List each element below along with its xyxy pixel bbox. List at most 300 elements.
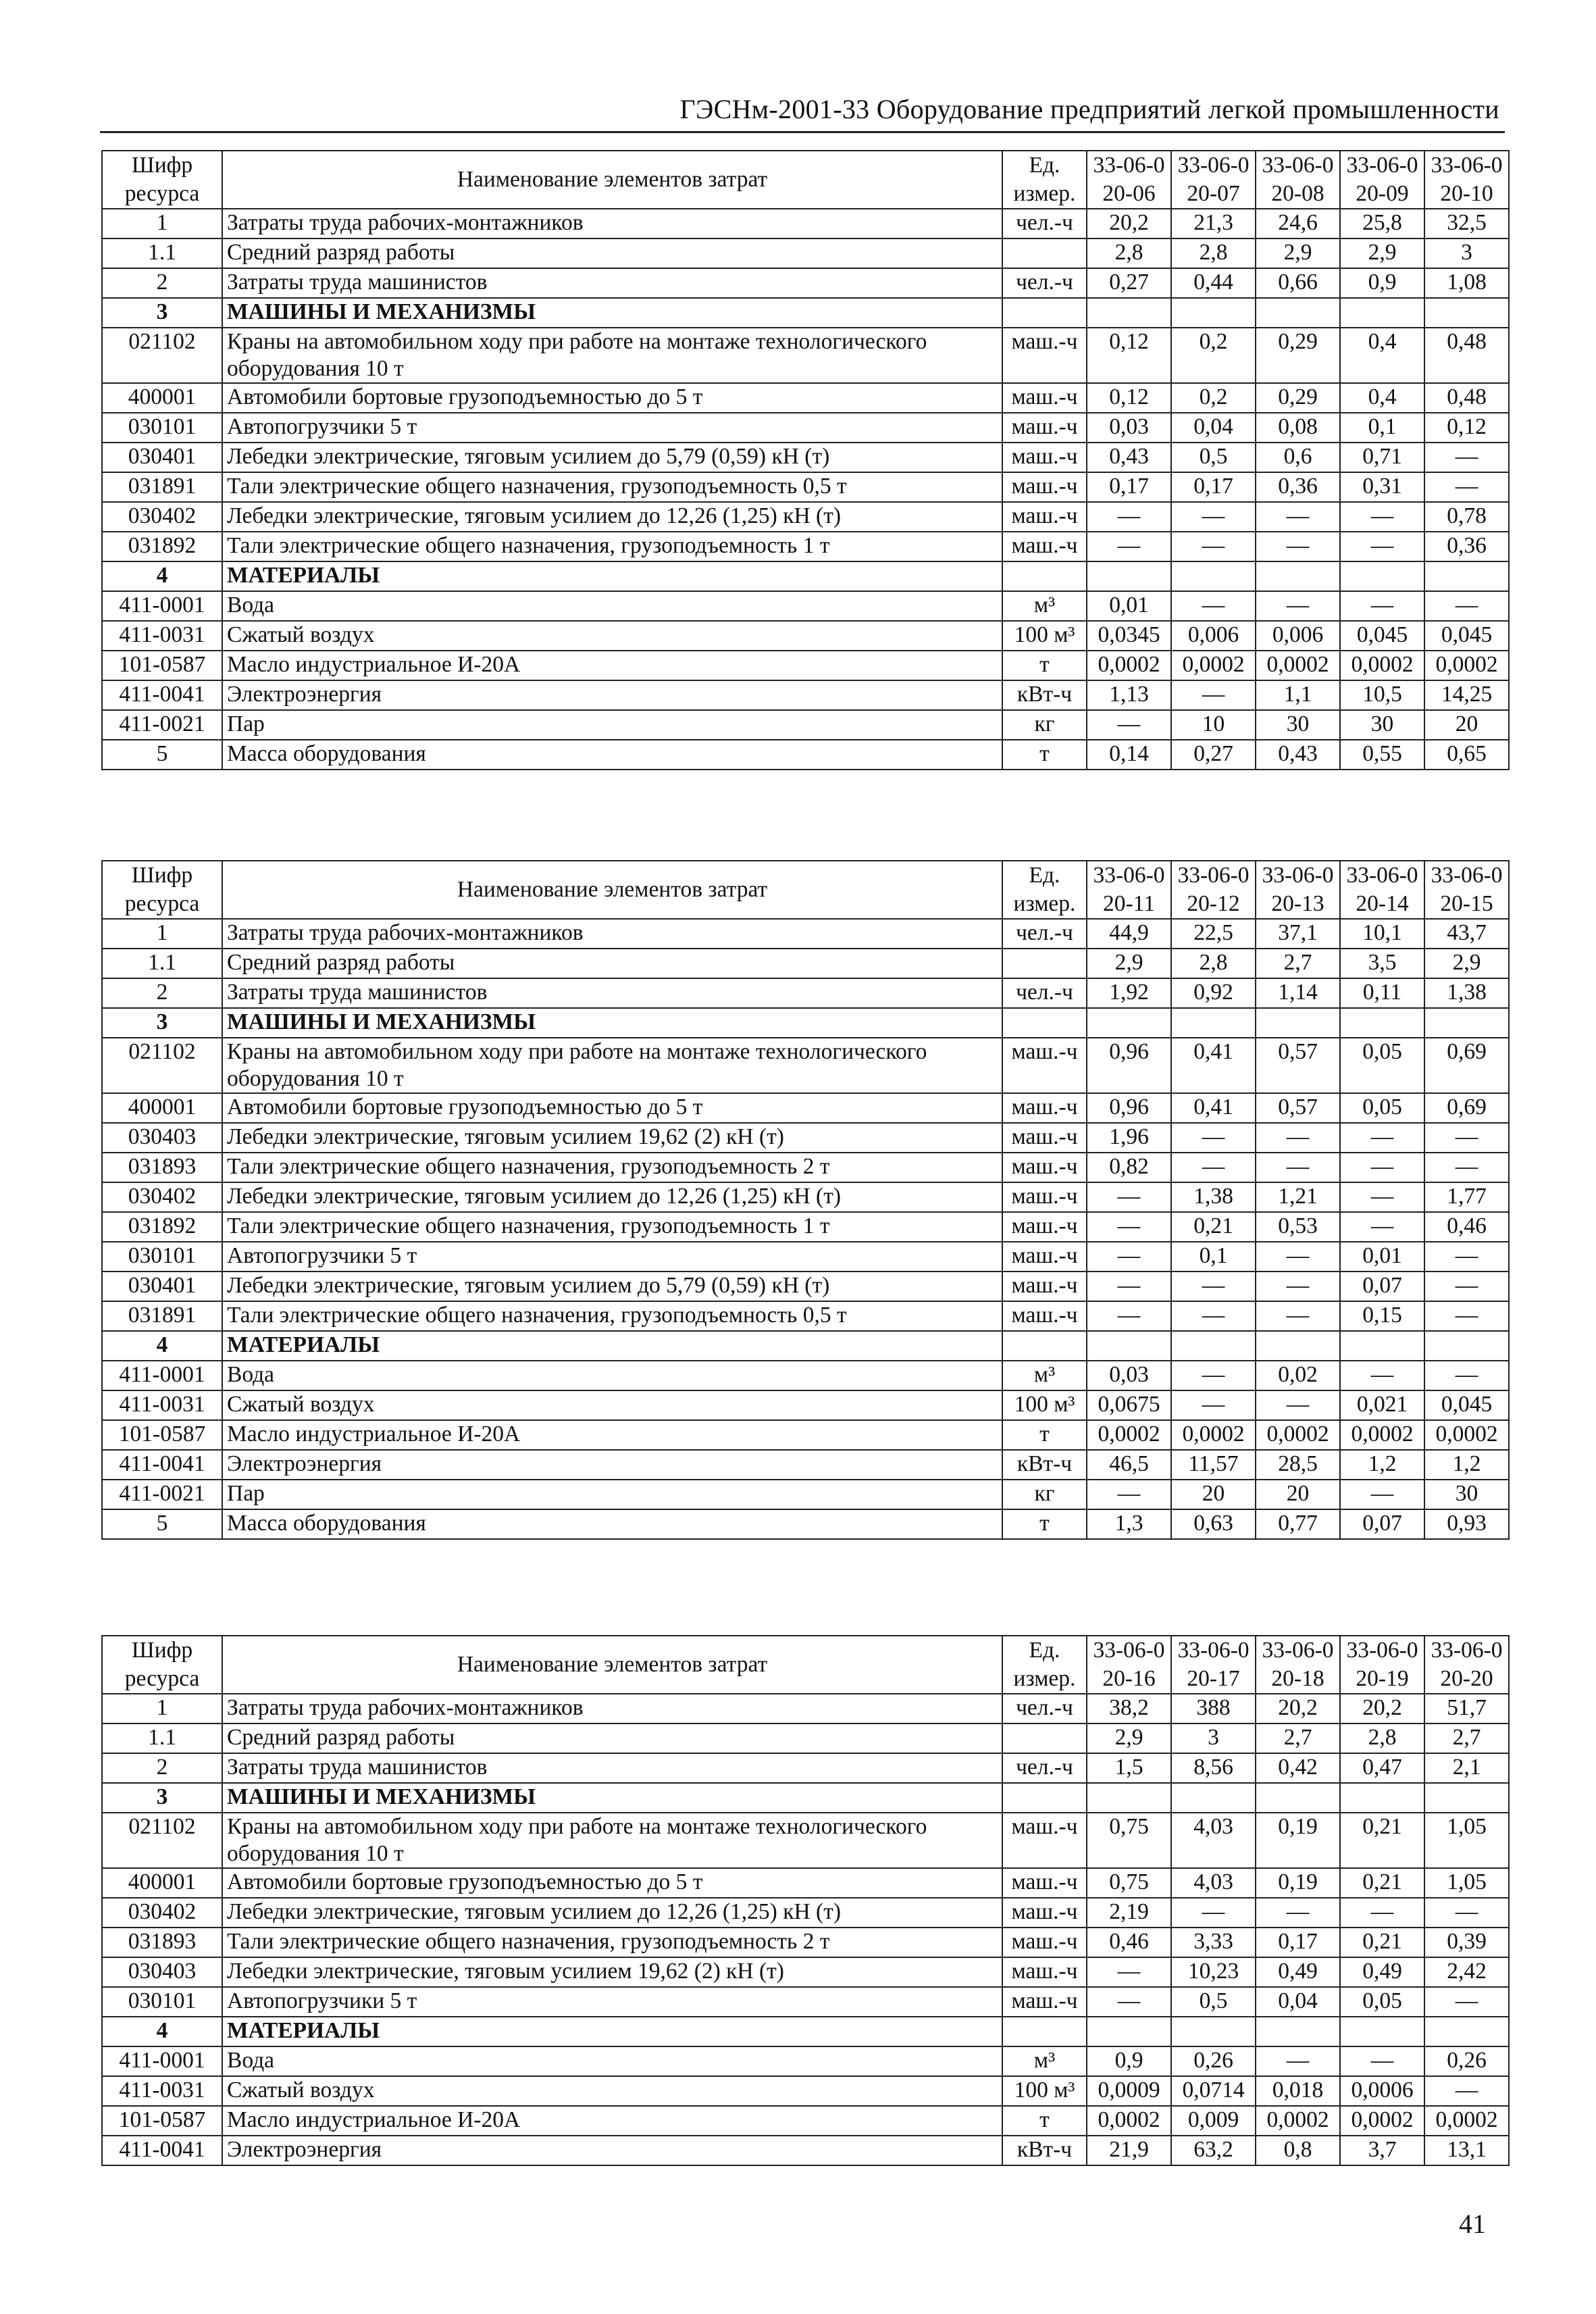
value-cell: [1340, 2017, 1424, 2046]
value-cell: 44,9: [1087, 919, 1171, 949]
unit-cell: маш.-ч: [1002, 1242, 1087, 1272]
cost-element-name: Масло индустриальное И-20А: [222, 651, 1002, 680]
value-cell: 0,57: [1256, 1038, 1340, 1093]
value-cell: [1424, 1008, 1509, 1038]
resource-code: 030403: [102, 1957, 222, 1987]
table-row: [102, 1509, 1509, 1539]
resource-code: 5: [102, 740, 222, 770]
value-cell: 0,05: [1340, 1987, 1424, 2017]
value-cell: 0,07: [1340, 1509, 1424, 1539]
value-cell: 0,82: [1087, 1153, 1171, 1182]
table-row: [102, 2017, 1509, 2046]
value-cell: 0,66: [1256, 268, 1340, 298]
unit-cell: маш.-ч: [1002, 1928, 1087, 1957]
header-name: Наименование элементов затрат: [222, 1636, 1002, 1694]
cost-element-name: Масса оборудования: [222, 1509, 1002, 1539]
cost-element-name: Автомобили бортовые грузоподъемностью до 5 т: [222, 383, 1002, 413]
value-cell: —: [1171, 1153, 1256, 1182]
value-cell: 51,7: [1424, 1694, 1509, 1724]
value-cell: —: [1087, 1480, 1171, 1509]
value-cell: —: [1171, 1123, 1256, 1153]
value-cell: 0,07: [1340, 1272, 1424, 1301]
value-cell: 3,5: [1340, 949, 1424, 978]
cost-element-name: Сжатый воздух: [222, 621, 1002, 651]
unit-cell: маш.-ч: [1002, 502, 1087, 532]
value-cell: [1256, 1783, 1340, 1813]
unit-cell: маш.-ч: [1002, 1182, 1087, 1212]
value-cell: 0,93: [1424, 1509, 1509, 1539]
resource-code: 411-0041: [102, 1450, 222, 1480]
unit-cell: маш.-ч: [1002, 413, 1087, 443]
value-cell: 0,04: [1171, 413, 1256, 443]
table-row: [102, 1123, 1509, 1153]
unit-cell: маш.-ч: [1002, 1212, 1087, 1242]
value-cell: 0,0675: [1087, 1390, 1171, 1420]
resource-code: 411-0031: [102, 1390, 222, 1420]
value-cell: —: [1424, 1987, 1509, 2017]
value-cell: 0,14: [1087, 740, 1171, 770]
value-cell: —: [1171, 680, 1256, 710]
value-cell: —: [1256, 591, 1340, 621]
value-cell: 0,1: [1340, 413, 1424, 443]
unit-cell: [1002, 1783, 1087, 1813]
unit-cell: т: [1002, 1420, 1087, 1450]
value-cell: 28,5: [1256, 1450, 1340, 1480]
resource-code: 030101: [102, 1242, 222, 1272]
table-row: [102, 1153, 1509, 1182]
value-cell: 0,8: [1256, 2136, 1340, 2165]
value-cell: 0,57: [1256, 1093, 1340, 1123]
value-cell: [1087, 1008, 1171, 1038]
header-rate-code: 33-06-020-10: [1424, 151, 1509, 209]
value-cell: 0,41: [1171, 1093, 1256, 1123]
value-cell: 0,29: [1256, 383, 1340, 413]
value-cell: 0,006: [1256, 621, 1340, 651]
value-cell: —: [1256, 1242, 1340, 1272]
value-cell: 0,0002: [1256, 2106, 1340, 2136]
value-cell: 0,36: [1256, 472, 1340, 502]
value-cell: 2,8: [1340, 1724, 1424, 1753]
table-row: [102, 949, 1509, 978]
value-cell: 0,01: [1087, 591, 1171, 621]
resource-code: 021102: [102, 1038, 222, 1093]
resource-code: 4: [102, 2017, 222, 2046]
header-rate-code: 33-06-020-07: [1171, 151, 1256, 209]
value-cell: 3: [1424, 238, 1509, 268]
unit-cell: м³: [1002, 1361, 1087, 1390]
table-row: [102, 1420, 1509, 1450]
value-cell: —: [1424, 1898, 1509, 1928]
value-cell: 1,13: [1087, 680, 1171, 710]
value-cell: [1171, 2017, 1256, 2046]
unit-cell: т: [1002, 1509, 1087, 1539]
value-cell: [1087, 1331, 1171, 1361]
value-cell: —: [1087, 502, 1171, 532]
value-cell: [1087, 298, 1171, 328]
value-cell: 20,2: [1256, 1694, 1340, 1724]
cost-element-name: Тали электрические общего назначения, грузоподъемность 0,5 т: [222, 472, 1002, 502]
resource-code: 030401: [102, 443, 222, 472]
value-cell: 0,045: [1424, 1390, 1509, 1420]
value-cell: —: [1256, 532, 1340, 561]
unit-cell: маш.-ч: [1002, 1153, 1087, 1182]
unit-cell: 100 м³: [1002, 621, 1087, 651]
value-cell: —: [1087, 1182, 1171, 1212]
value-cell: 0,0002: [1424, 2106, 1509, 2136]
resource-code: 4: [102, 1331, 222, 1361]
resource-code: 400001: [102, 1093, 222, 1123]
value-cell: 0,0006: [1340, 2076, 1424, 2106]
value-cell: [1256, 1008, 1340, 1038]
resource-code: 2: [102, 268, 222, 298]
cost-element-name: Сжатый воздух: [222, 2076, 1002, 2106]
value-cell: —: [1256, 502, 1340, 532]
value-cell: [1171, 561, 1256, 591]
unit-cell: чел.-ч: [1002, 1694, 1087, 1724]
value-cell: —: [1171, 1361, 1256, 1390]
value-cell: 0,5: [1171, 443, 1256, 472]
header-unit: Ед. измер.: [1002, 861, 1087, 919]
value-cell: [1424, 298, 1509, 328]
table-row: [102, 561, 1509, 591]
value-cell: —: [1087, 1272, 1171, 1301]
value-cell: [1340, 298, 1424, 328]
value-cell: 20: [1424, 710, 1509, 740]
unit-cell: [1002, 561, 1087, 591]
value-cell: [1171, 1331, 1256, 1361]
value-cell: 20: [1256, 1480, 1340, 1509]
cost-element-name: Сжатый воздух: [222, 1390, 1002, 1420]
value-cell: 2,8: [1087, 238, 1171, 268]
table-row: [102, 1898, 1509, 1928]
value-cell: [1087, 2017, 1171, 2046]
resource-code: 031893: [102, 1153, 222, 1182]
resource-code: 030402: [102, 502, 222, 532]
value-cell: —: [1171, 591, 1256, 621]
value-cell: 0,0002: [1340, 2106, 1424, 2136]
value-cell: —: [1256, 1898, 1340, 1928]
value-cell: 1,92: [1087, 978, 1171, 1008]
header-name: Наименование элементов затрат: [222, 861, 1002, 919]
resource-code: 030402: [102, 1182, 222, 1212]
table-row: [102, 651, 1509, 680]
resource-code: 030402: [102, 1898, 222, 1928]
unit-cell: [1002, 298, 1087, 328]
value-cell: 2,7: [1256, 949, 1340, 978]
value-cell: 11,57: [1171, 1450, 1256, 1480]
cost-element-name: Затраты труда рабочих-монтажников: [222, 209, 1002, 238]
value-cell: 24,6: [1256, 209, 1340, 238]
value-cell: 4,03: [1171, 1813, 1256, 1868]
unit-cell: м³: [1002, 2046, 1087, 2076]
resource-code: 411-0001: [102, 2046, 222, 2076]
value-cell: 0,5: [1171, 1987, 1256, 2017]
unit-cell: маш.-ч: [1002, 1987, 1087, 2017]
unit-cell: чел.-ч: [1002, 978, 1087, 1008]
table-row: [102, 2136, 1509, 2165]
resource-code: 400001: [102, 1868, 222, 1898]
resource-code: 030101: [102, 413, 222, 443]
value-cell: —: [1087, 710, 1171, 740]
value-cell: —: [1340, 2046, 1424, 2076]
resource-code: 411-0021: [102, 710, 222, 740]
resource-code: 1.1: [102, 238, 222, 268]
unit-cell: маш.-ч: [1002, 1813, 1087, 1868]
unit-cell: чел.-ч: [1002, 1753, 1087, 1783]
value-cell: —: [1256, 1272, 1340, 1301]
table-row: [102, 1008, 1509, 1038]
value-cell: —: [1424, 443, 1509, 472]
value-cell: 2,7: [1256, 1724, 1340, 1753]
table-row: [102, 1783, 1509, 1813]
value-cell: —: [1171, 502, 1256, 532]
table-row: [102, 2106, 1509, 2136]
resource-code: 030401: [102, 1272, 222, 1301]
table-header-row: [102, 151, 1509, 209]
value-cell: 0,0002: [1256, 651, 1340, 680]
value-cell: 2,9: [1256, 238, 1340, 268]
value-cell: —: [1340, 1153, 1424, 1182]
value-cell: 0,49: [1256, 1957, 1340, 1987]
value-cell: 1,2: [1340, 1450, 1424, 1480]
value-cell: 63,2: [1171, 2136, 1256, 2165]
cost-table-3: [101, 1635, 1510, 2166]
value-cell: —: [1087, 1242, 1171, 1272]
value-cell: 25,8: [1340, 209, 1424, 238]
table-row: [102, 1724, 1509, 1753]
value-cell: —: [1340, 532, 1424, 561]
table-row: [102, 532, 1509, 561]
unit-cell: маш.-ч: [1002, 1957, 1087, 1987]
table-row: [102, 413, 1509, 443]
resource-code: 1.1: [102, 1724, 222, 1753]
value-cell: —: [1087, 1301, 1171, 1331]
value-cell: —: [1424, 1242, 1509, 1272]
value-cell: —: [1340, 1212, 1424, 1242]
header-unit: Ед. измер.: [1002, 151, 1087, 209]
resource-code: 1: [102, 1694, 222, 1724]
table-row: [102, 2076, 1509, 2106]
cost-element-name: МАТЕРИАЛЫ: [222, 561, 1002, 591]
table-row: [102, 443, 1509, 472]
table-row: [102, 1301, 1509, 1331]
cost-element-name: Затраты труда рабочих-монтажников: [222, 1694, 1002, 1724]
value-cell: 2,9: [1340, 238, 1424, 268]
unit-cell: маш.-ч: [1002, 443, 1087, 472]
value-cell: —: [1424, 472, 1509, 502]
value-cell: 8,56: [1171, 1753, 1256, 1783]
value-cell: 10,5: [1340, 680, 1424, 710]
cost-element-name: Средний разряд работы: [222, 949, 1002, 978]
header-rate-code: 33-06-020-09: [1340, 151, 1424, 209]
resource-code: 031891: [102, 1301, 222, 1331]
value-cell: 2,19: [1087, 1898, 1171, 1928]
unit-cell: маш.-ч: [1002, 532, 1087, 561]
cost-element-name: Масса оборудования: [222, 740, 1002, 770]
cost-element-name: Автопогрузчики 5 т: [222, 1242, 1002, 1272]
value-cell: 0,96: [1087, 1038, 1171, 1093]
value-cell: 0,12: [1087, 328, 1171, 383]
value-cell: 0,31: [1340, 472, 1424, 502]
resource-code: 3: [102, 1783, 222, 1813]
header-rate-code: 33-06-020-11: [1087, 861, 1171, 919]
header-name: Наименование элементов затрат: [222, 151, 1002, 209]
cost-element-name: МАТЕРИАЛЫ: [222, 1331, 1002, 1361]
value-cell: 0,17: [1171, 472, 1256, 502]
value-cell: [1256, 1331, 1340, 1361]
value-cell: —: [1256, 1390, 1340, 1420]
value-cell: 0,21: [1340, 1868, 1424, 1898]
unit-cell: [1002, 1724, 1087, 1753]
resource-code: 1: [102, 919, 222, 949]
value-cell: 0,48: [1424, 383, 1509, 413]
unit-cell: [1002, 1331, 1087, 1361]
value-cell: 0,75: [1087, 1813, 1171, 1868]
header-rule: [100, 131, 1505, 133]
value-cell: 1,05: [1424, 1868, 1509, 1898]
cost-element-name: Средний разряд работы: [222, 1724, 1002, 1753]
value-cell: —: [1171, 1390, 1256, 1420]
value-cell: —: [1256, 1153, 1340, 1182]
value-cell: [1256, 298, 1340, 328]
value-cell: 0,0002: [1340, 651, 1424, 680]
value-cell: [1424, 561, 1509, 591]
value-cell: 0,15: [1340, 1301, 1424, 1331]
cost-element-name: Вода: [222, 1361, 1002, 1390]
value-cell: 0,05: [1340, 1093, 1424, 1123]
table-row: [102, 1928, 1509, 1957]
value-cell: 0,0002: [1171, 651, 1256, 680]
table-row: [102, 1361, 1509, 1390]
resource-code: 411-0031: [102, 621, 222, 651]
value-cell: 0,11: [1340, 978, 1424, 1008]
value-cell: —: [1256, 2046, 1340, 2076]
table-header-row: [102, 1636, 1509, 1694]
value-cell: 3,7: [1340, 2136, 1424, 2165]
value-cell: 3: [1171, 1724, 1256, 1753]
value-cell: 0,045: [1340, 621, 1424, 651]
cost-element-name: Средний разряд работы: [222, 238, 1002, 268]
unit-cell: маш.-ч: [1002, 472, 1087, 502]
header-rate-code: 33-06-020-08: [1256, 151, 1340, 209]
table-row: [102, 1182, 1509, 1212]
value-cell: 46,5: [1087, 1450, 1171, 1480]
resource-code: 031891: [102, 472, 222, 502]
cost-element-name: Затраты труда рабочих-монтажников: [222, 919, 1002, 949]
value-cell: [1340, 1783, 1424, 1813]
cost-element-name: Электроэнергия: [222, 680, 1002, 710]
value-cell: 0,46: [1087, 1928, 1171, 1957]
value-cell: 0,63: [1171, 1509, 1256, 1539]
unit-cell: кг: [1002, 710, 1087, 740]
value-cell: —: [1171, 1898, 1256, 1928]
table-row: [102, 1813, 1509, 1868]
value-cell: 2,42: [1424, 1957, 1509, 1987]
table-row: [102, 740, 1509, 770]
value-cell: 1,38: [1171, 1182, 1256, 1212]
value-cell: 0,12: [1087, 383, 1171, 413]
value-cell: 0,2: [1171, 383, 1256, 413]
value-cell: 0,71: [1340, 443, 1424, 472]
value-cell: 0,0002: [1087, 2106, 1171, 2136]
resource-code: 400001: [102, 383, 222, 413]
cost-element-name: Лебедки электрические, тяговым усилием до 5,79 (0,59) кН (т): [222, 443, 1002, 472]
value-cell: 0,0345: [1087, 621, 1171, 651]
cost-element-name: Пар: [222, 710, 1002, 740]
value-cell: 0,009: [1171, 2106, 1256, 2136]
value-cell: 1,08: [1424, 268, 1509, 298]
value-cell: 3,33: [1171, 1928, 1256, 1957]
resource-code: 3: [102, 1008, 222, 1038]
cost-element-name: Тали электрические общего назначения, грузоподъемность 2 т: [222, 1928, 1002, 1957]
value-cell: 0,04: [1256, 1987, 1340, 2017]
header-code: Шифр ресурса: [102, 151, 222, 209]
value-cell: 0,19: [1256, 1868, 1340, 1898]
cost-element-name: Лебедки электрические, тяговым усилием до 5,79 (0,59) кН (т): [222, 1272, 1002, 1301]
value-cell: 1,21: [1256, 1182, 1340, 1212]
resource-code: 031892: [102, 1212, 222, 1242]
value-cell: —: [1087, 1212, 1171, 1242]
value-cell: [1424, 1783, 1509, 1813]
value-cell: 0,26: [1171, 2046, 1256, 2076]
value-cell: 0,0002: [1087, 1420, 1171, 1450]
resource-code: 4: [102, 561, 222, 591]
value-cell: 2,9: [1424, 949, 1509, 978]
value-cell: 1,05: [1424, 1813, 1509, 1868]
value-cell: [1424, 2017, 1509, 2046]
value-cell: 1,5: [1087, 1753, 1171, 1783]
resource-code: 411-0031: [102, 2076, 222, 2106]
table-header-row: [102, 861, 1509, 919]
unit-cell: чел.-ч: [1002, 209, 1087, 238]
value-cell: 0,05: [1340, 1038, 1424, 1093]
page-number: 41: [1459, 2209, 1486, 2239]
header-rate-code: 33-06-020-15: [1424, 861, 1509, 919]
cost-element-name: Лебедки электрические, тяговым усилием до 12,26 (1,25) кН (т): [222, 1182, 1002, 1212]
value-cell: 30: [1256, 710, 1340, 740]
cost-element-name: Вода: [222, 591, 1002, 621]
cost-element-name: Электроэнергия: [222, 2136, 1002, 2165]
resource-code: 101-0587: [102, 2106, 222, 2136]
header-code: Шифр ресурса: [102, 861, 222, 919]
table-row: [102, 1450, 1509, 1480]
value-cell: 0,47: [1340, 1753, 1424, 1783]
resource-code: 411-0041: [102, 2136, 222, 2165]
value-cell: 0,0002: [1087, 651, 1171, 680]
value-cell: —: [1340, 591, 1424, 621]
cost-element-name: МАТЕРИАЛЫ: [222, 2017, 1002, 2046]
cost-element-name: Автомобили бортовые грузоподъемностью до 5 т: [222, 1868, 1002, 1898]
value-cell: 0,78: [1424, 502, 1509, 532]
resource-code: 3: [102, 298, 222, 328]
value-cell: 0,4: [1340, 383, 1424, 413]
value-cell: 1,14: [1256, 978, 1340, 1008]
resource-code: 411-0001: [102, 591, 222, 621]
header-rate-code: 33-06-020-20: [1424, 1636, 1509, 1694]
value-cell: —: [1424, 1123, 1509, 1153]
value-cell: 2,1: [1424, 1753, 1509, 1783]
resource-code: 5: [102, 1509, 222, 1539]
value-cell: 30: [1340, 710, 1424, 740]
value-cell: 0,03: [1087, 1361, 1171, 1390]
value-cell: —: [1171, 1272, 1256, 1301]
resource-code: 030101: [102, 1987, 222, 2017]
table-row: [102, 1242, 1509, 1272]
cost-element-name: Тали электрические общего назначения, грузоподъемность 1 т: [222, 1212, 1002, 1242]
cost-element-name: Лебедки электрические, тяговым усилием 19,62 (2) кН (т): [222, 1957, 1002, 1987]
cost-element-name: Краны на автомобильном ходу при работе на монтаже технологического оборудования 10 т: [222, 328, 1002, 383]
value-cell: —: [1171, 532, 1256, 561]
